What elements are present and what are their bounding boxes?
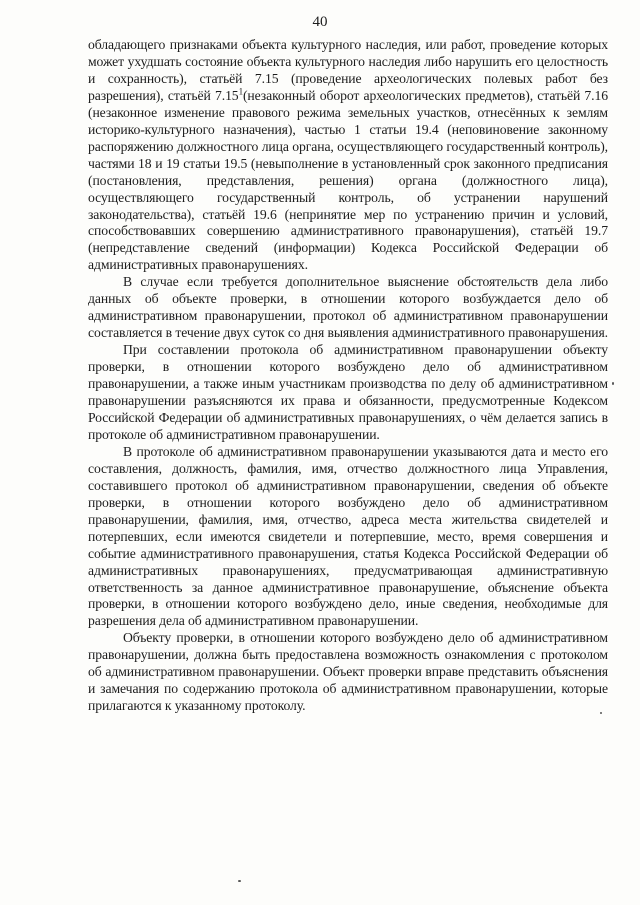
scan-speck	[238, 880, 241, 882]
paragraph: При составлении протокола об административном правонарушении объекту проверки, в отношении которого возбуждено дело об административном правонарушении, а также иным участникам производства по делу об административном правонарушении разъясняются их права и обязанности, предусмотренные Кодексом Российской Федерации об административных правонарушениях, о чём делается запись в протоколе об административном правонарушении.	[88, 342, 608, 442]
document-body	[88, 37, 608, 715]
paragraph: В протоколе об административном правонарушении указываются дата и место его составления, должность, фамилия, имя, отчество должностного лица Управления, составившего протокол об административном правонарушении, сведения об объекте проверки, в отношении которого возбуждено дело об административном правонарушении, фамилия, имя, отчество, адреса места жительства свидетелей и потерпевших, если имеются свидетели и потерпевшие, место, время совершения и событие административного правонарушения, статья Кодекса Российской Федерации об административных правонарушениях, предусматривающая административную ответственность за данное административное правонарушение, объяснение объекта проверки, в отношении которого возбуждено дело, иные сведения, необходимые для разрешения дела об административном правонарушении.	[88, 443, 608, 629]
paragraph-text: обладающего признаками объекта культурного наследия, или работ, проведение которых может ухудшать состояние объекта культурного наследия либо нарушить его целостность и сохранность), статьёй 7.15 (проведение археологических полевых работ без разрешения), статьёй 7.15	[88, 37, 608, 103]
superscript-index: 1	[238, 86, 243, 97]
scan-speck	[600, 712, 602, 714]
page-number: 40	[312, 14, 328, 30]
paragraph: В случае если требуется дополнительное выяснение обстоятельств дела либо данных об объекте проверки, в отношении которого возбуждается дело об административном правонарушении, протокол об административном правонарушении составляется в течение двух суток со дня выявления административного правонарушения.	[88, 274, 608, 341]
paragraph-text: (незаконный оборот археологических предметов), статьёй 7.16 (незаконное изменение правового режима земельных участков, отнесённых к землям историко-культурного назначения), частью 1 статьи 19.4 (неповиновение законному распоряжению должностного лица органа, осуществляющего государственный контроль), частями 18 и 19 статьи 19.5 (невыполнение в установленный срок законного предписания (постановления, представления, решения) органа (должностного лица), осуществляющего государственный контроль, об устранении нарушений законодательства), статьёй 19.6 (непринятие мер по устранению причин и условий, способствовавших совершению административного правонарушения), статьёй 19.7 (непредставление сведений (информации) Кодекса Российской Федерации об административных правонарушениях.	[88, 87, 608, 273]
paragraph-continuation	[88, 37, 608, 274]
paragraph: Объекту проверки, в отношении которого возбуждено дело об административном правонарушении, должна быть предоставлена возможность ознакомления с протоколом об административном правонарушении. Объект проверки вправе представить объяснения и замечания по содержанию протокола об административном правонарушении, которые прилагаются к указанному протоколу.	[88, 630, 608, 714]
scan-speck	[612, 382, 614, 385]
